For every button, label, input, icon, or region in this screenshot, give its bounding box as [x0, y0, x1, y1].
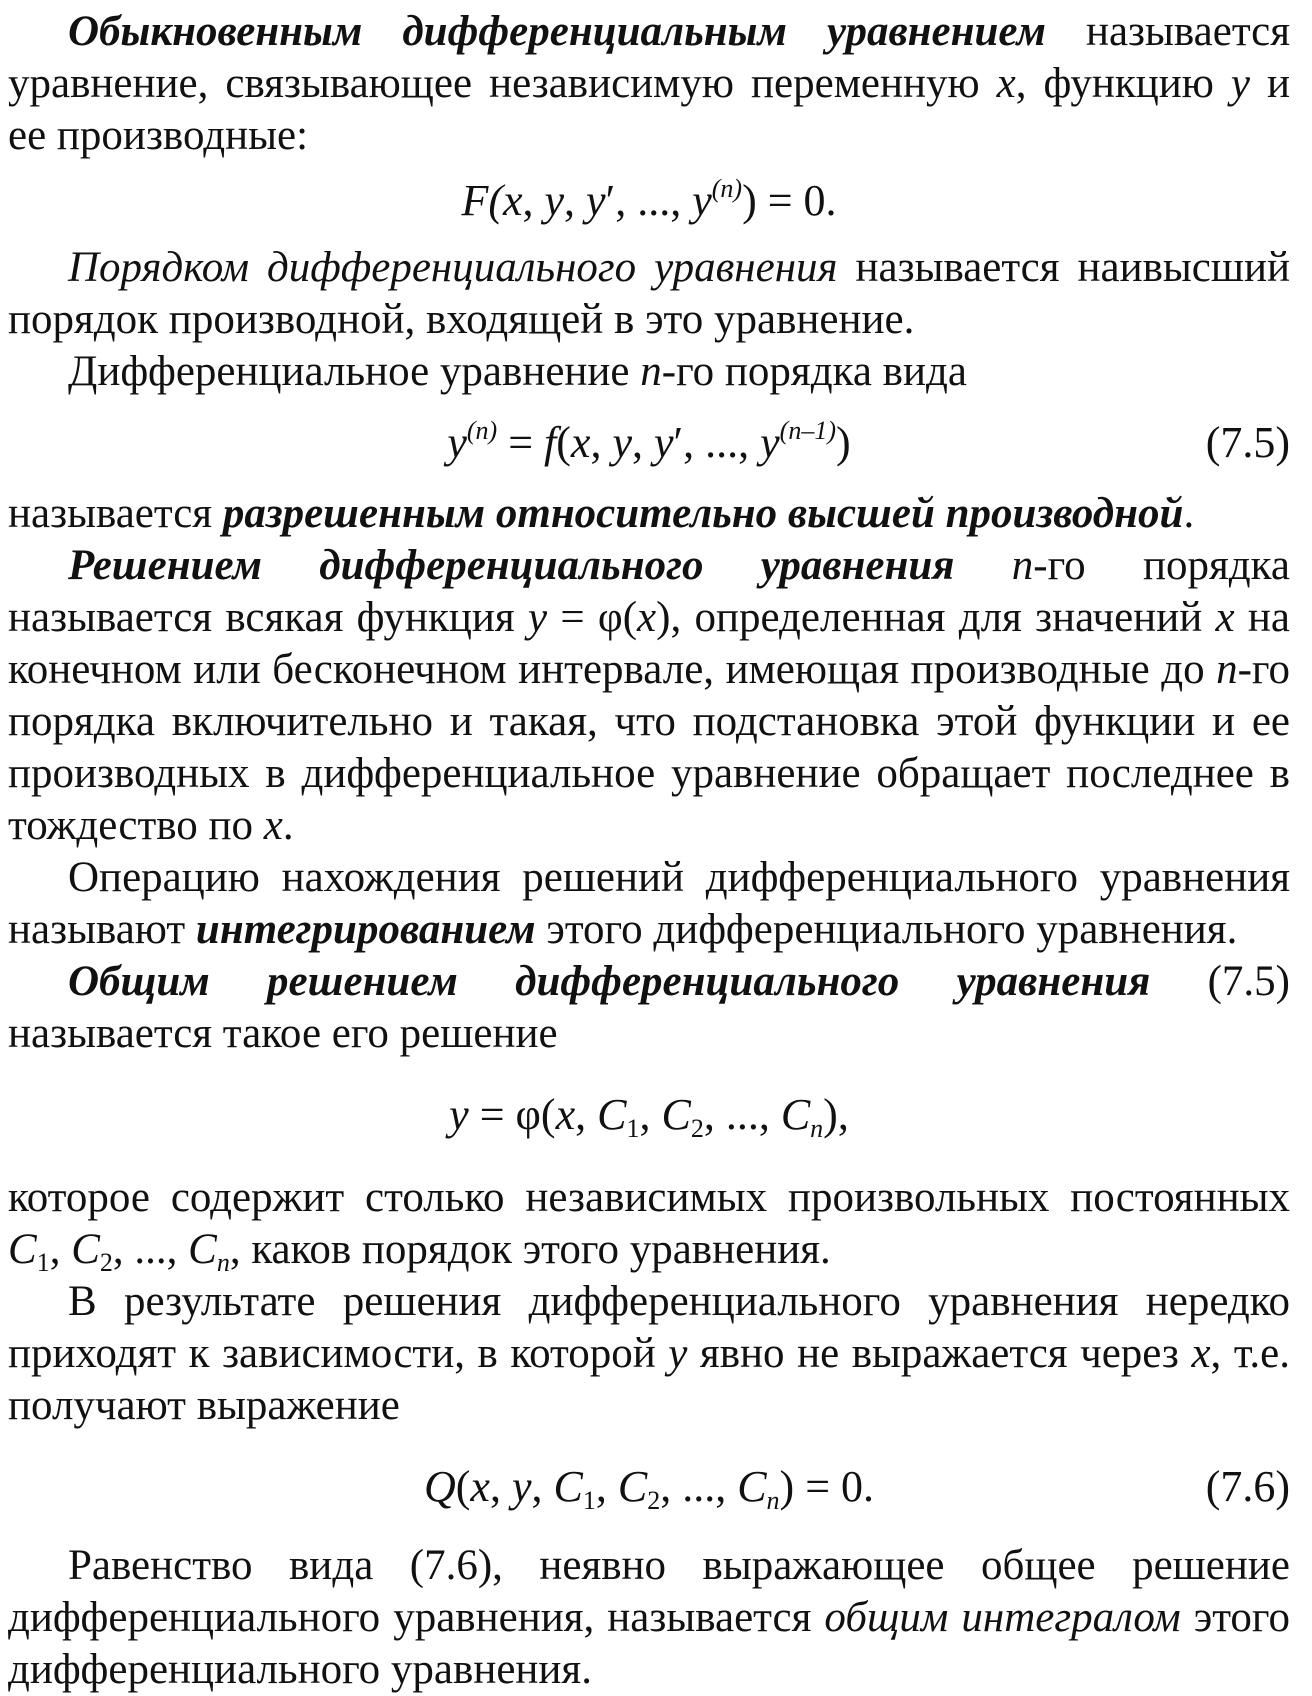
formula-part: , ..., [683, 418, 761, 467]
formula-part: , [531, 1462, 554, 1511]
var-y: y [612, 418, 632, 467]
subscript: n [810, 1114, 824, 1143]
formula-7-5 [8, 408, 1290, 478]
paragraph-general-solution [8, 956, 1290, 1060]
formula-part: ( [455, 1462, 471, 1511]
text: Дифференциальное уравнение [68, 348, 641, 395]
var-c: C [780, 1090, 811, 1139]
formula-part: = [497, 418, 545, 467]
term-resolved: разрешенным относительно высшей производной [222, 490, 1184, 537]
equation-number: (7.6) [1205, 1462, 1290, 1511]
var-x: x [470, 1462, 490, 1511]
var-n: n [640, 348, 662, 395]
var-c: C [617, 1462, 648, 1511]
subscript: 1 [626, 1114, 640, 1143]
var-n: n [1216, 646, 1238, 693]
paragraph-integration [8, 852, 1290, 956]
paragraph-general-integral [8, 1540, 1290, 1696]
text: Равенство вида (7.6), неявно выражающее общее решение дифференциального уравнения, называется [8, 1542, 1290, 1641]
var-y: y [692, 176, 712, 225]
text: которое содержит столько независимых произвольных постоянных [8, 1174, 1290, 1221]
var-c: C [597, 1090, 627, 1139]
text: называется уравнение, связывающее независимую переменную [8, 8, 1290, 107]
text: = φ( [547, 594, 638, 641]
formula-part: , [631, 418, 654, 467]
text: и ее производные: [8, 60, 1291, 159]
text: . [1183, 490, 1195, 537]
text: -го порядка вида [661, 348, 967, 395]
text: , т.е. получают выражение [8, 1330, 1290, 1429]
var-y: y [544, 176, 565, 225]
term-general-solution: Общим решением дифференциального уравнения [68, 958, 1151, 1005]
var-c: C [661, 1090, 691, 1139]
var-c: C [71, 1226, 100, 1273]
superscript: (n–1) [779, 416, 836, 445]
formula-part: F( [461, 176, 503, 225]
var-x: x [502, 176, 523, 225]
var-x: x [637, 594, 657, 641]
formula-part: , [522, 176, 545, 225]
var-x: x [555, 1090, 576, 1139]
formula-part: ( [556, 418, 571, 467]
text [954, 542, 1011, 589]
paragraph-nth-order [8, 346, 1290, 398]
text: на конечном или бесконечном интервале, имеющая производные до [8, 594, 1290, 693]
var-y: y [447, 418, 467, 467]
subscript: n [216, 1248, 230, 1277]
text: В результате решения дифференциального уравнения нередко приходят к зависимости, в которой [8, 1278, 1290, 1377]
subscript: 2 [99, 1248, 113, 1277]
prime-mark: ′ [673, 418, 684, 467]
subscript: 2 [647, 1486, 661, 1515]
term-integration: интегрированием [195, 906, 536, 953]
prime-mark: ′ [605, 176, 616, 225]
subscript: 2 [690, 1114, 704, 1143]
var-f: f [544, 418, 557, 467]
subscript: 1 [36, 1248, 50, 1277]
var-x: x [1191, 1330, 1211, 1377]
formula-part: ) [836, 418, 851, 467]
var-x: x [263, 802, 283, 849]
var-y: y [1230, 60, 1250, 107]
var-c: C [553, 1462, 583, 1511]
term-order: Порядком дифференциального уравнения [68, 244, 838, 291]
formula-part: = φ( [468, 1090, 556, 1139]
var-y: y [760, 418, 780, 467]
equation-number: (7.5) [1205, 418, 1290, 467]
formula-part: , [639, 1090, 662, 1139]
text: ), определенная для значений [656, 594, 1216, 641]
formula-general-ode [8, 166, 1290, 236]
superscript: (n) [466, 416, 498, 445]
var-x: x [570, 418, 591, 467]
paragraph-ode-definition [8, 6, 1290, 162]
text: явно не выражается через [687, 1330, 1192, 1377]
var-y: y [653, 418, 674, 467]
superscript: (n) [711, 174, 743, 203]
formula-part: ) = 0. [779, 1462, 875, 1511]
formula-part: , ..., [615, 176, 693, 225]
var-y: y [668, 1330, 688, 1377]
paragraph-solution-definition [8, 540, 1290, 852]
var-y: y [511, 1462, 532, 1511]
formula-part: , [564, 176, 587, 225]
paragraph-resolved [8, 488, 1290, 540]
var-n: n [1011, 542, 1034, 589]
formula-part: , [575, 1090, 598, 1139]
subscript: 1 [582, 1486, 596, 1515]
formula-part: , [590, 418, 613, 467]
paragraph-constants [8, 1172, 1290, 1276]
formula-part: ), [823, 1090, 849, 1139]
text: . [282, 802, 294, 849]
var-y: y [586, 176, 606, 225]
text: -го порядка называется всякая функция [8, 542, 1290, 641]
var-x: x [996, 60, 1016, 107]
var-c: C [737, 1462, 767, 1511]
formula-general-solution [8, 1080, 1290, 1150]
text: (7.5) называется такое его решение [8, 958, 1290, 1057]
term-general-integral: общим интегралом [824, 1594, 1181, 1641]
var-c: C [188, 1226, 217, 1273]
text: Операцию нахождения решений дифференциального уравнения называют [8, 854, 1290, 953]
text: называется [8, 490, 223, 537]
text: , функцию [1015, 60, 1231, 107]
text: называется наивысший порядок производной, входящей в это уравнение. [8, 244, 1290, 343]
var-x: x [1215, 594, 1235, 641]
text: , ..., [112, 1226, 189, 1273]
text: этого дифференциального уравнения. [535, 906, 1238, 953]
formula-part: , ..., [660, 1462, 738, 1511]
paragraph-order-definition [8, 242, 1290, 346]
text: , [49, 1226, 72, 1273]
term-solution: Решением дифференциального уравнения [68, 542, 955, 589]
var-y: y [449, 1090, 469, 1139]
var-y: y [527, 594, 548, 641]
formula-part: , [489, 1462, 512, 1511]
text: , каков порядок этого уравнения. [229, 1226, 831, 1273]
formula-part: , [595, 1462, 618, 1511]
formula-part: , ..., [703, 1090, 781, 1139]
var-q: Q [423, 1462, 456, 1511]
text: -го порядка включительно и такая, что подстановка этой функции и ее производных в дифференциальное уравнение обращает последнее в тождество по [8, 646, 1290, 849]
text: этого дифференциального уравнения. [8, 1594, 1290, 1693]
formula-7-6 [8, 1452, 1290, 1522]
paragraph-implicit [8, 1276, 1290, 1432]
term-ode: Обыкновенным дифференциальным уравнением [68, 8, 1046, 55]
var-c: C [8, 1226, 37, 1273]
formula-part: ) = 0. [742, 176, 837, 225]
subscript: n [766, 1486, 780, 1515]
